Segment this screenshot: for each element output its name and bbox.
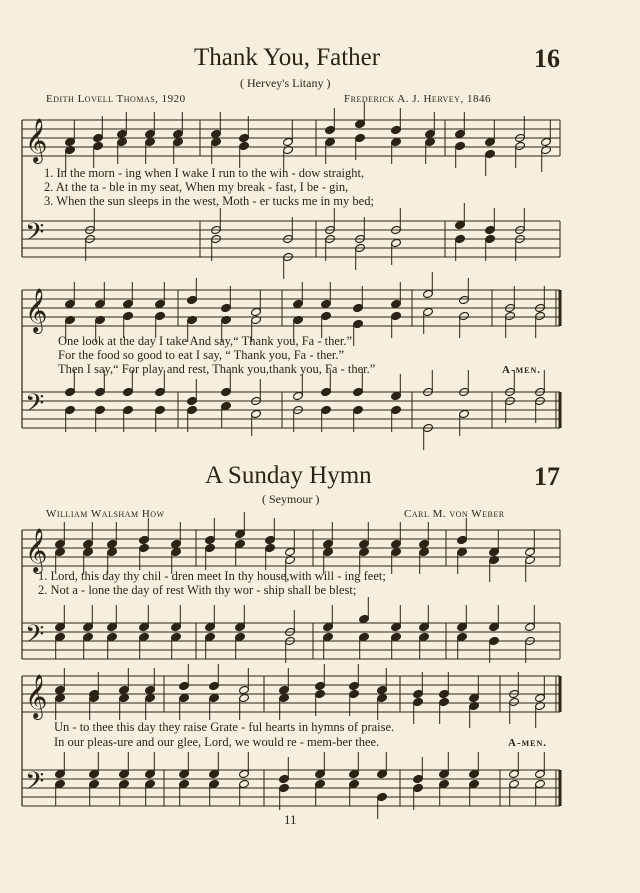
hymn-16-verse-1: 1. In the morn - ing when I wake I run to the win - dow straight, (44, 166, 365, 180)
svg-text:𝄞: 𝄞 (25, 118, 48, 162)
hymn-17-author: William Walsham How (46, 508, 165, 520)
hymn-17-number: 17 (534, 462, 560, 491)
hymn-16-amen: A-men. (502, 364, 542, 376)
svg-text:𝄢: 𝄢 (25, 389, 45, 424)
hymn-17-verse-2: 2. Not a - lone the day of rest With thy wor - ship shall be blest; (38, 583, 357, 597)
svg-text:𝄞: 𝄞 (25, 674, 48, 718)
hymn-17-verse-1: 1. Lord, this day thy chil - dren meet In thy house,with will - ing feet; (38, 569, 386, 583)
hymn-17-amen: A-men. (508, 737, 548, 749)
hymn-17-tune: ( Seymour ) (262, 492, 320, 506)
hymn-16-title: Thank You, Father (194, 44, 381, 71)
hymn-16-verse-3-cont: Then I say,“ For play and rest, Thank you,thank you, Fa - ther.” (58, 362, 376, 376)
svg-text:𝄢: 𝄢 (25, 620, 45, 655)
hymn-16-author: Edith Lovell Thomas, 1920 (46, 93, 186, 105)
hymn-16-verse-3: 3. When the sun sleeps in the west, Moth - er tucks me in my bed; (44, 194, 374, 208)
hymn-16-composer: Frederick A. J. Hervey, 1846 (344, 93, 491, 105)
page-number: 11 (284, 812, 297, 827)
svg-text:𝄞: 𝄞 (25, 528, 48, 572)
hymn-17-composer: Carl M. von Weber (404, 508, 505, 520)
hymn-16-verse-1-cont: One look at the day I take And say,“ Thank you, Fa - ther.” (58, 334, 353, 348)
svg-text:𝄢: 𝄢 (25, 767, 45, 802)
svg-text:𝄢: 𝄢 (25, 218, 45, 253)
hymn-16-verse-2-cont: For the food so good to eat I say, “ Thank you, Fa - ther.” (58, 348, 345, 362)
hymn-16-verse-2: 2. At the ta - ble in my seat, When my break - fast, I be - gin, (44, 180, 349, 194)
svg-text:𝄞: 𝄞 (25, 288, 48, 332)
hymn-17-title: A Sunday Hymn (205, 462, 372, 489)
hymn-16-tune: ( Hervey's Litany ) (240, 76, 331, 90)
hymn-17-verse-1-cont: Un - to thee this day they raise Grate - ful hearts in hymns of praise. (54, 720, 395, 734)
hymn-16-number: 16 (534, 44, 560, 73)
hymn-17-verse-2-cont: In our pleas-ure and our glee, Lord, we would re - mem-ber thee. (54, 735, 380, 749)
